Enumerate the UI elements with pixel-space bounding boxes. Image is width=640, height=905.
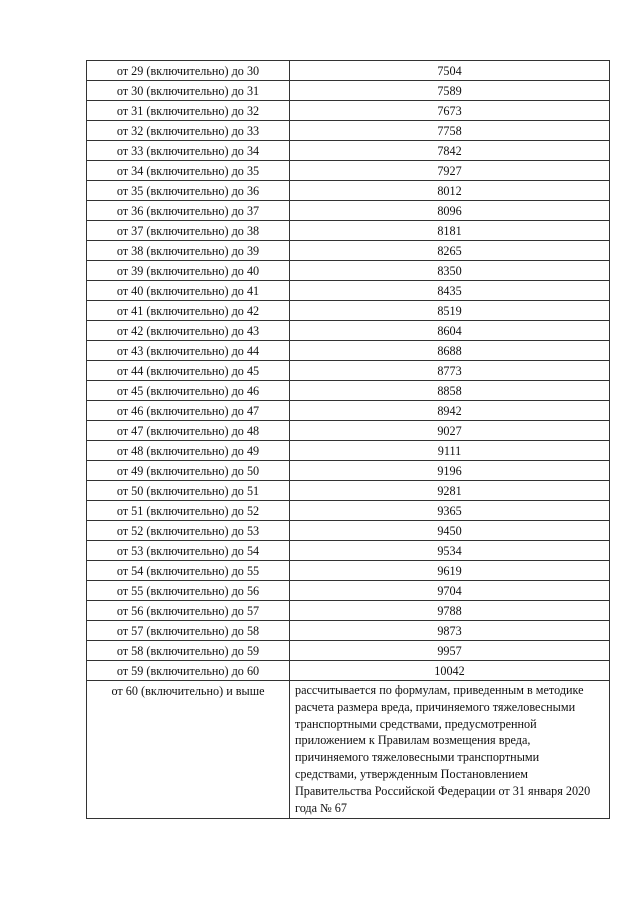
range-cell: от 44 (включительно) до 45: [87, 361, 290, 381]
rates-table-body: [87, 61, 610, 819]
range-cell: от 31 (включительно) до 32: [87, 101, 290, 121]
value-cell: 9196: [290, 461, 610, 481]
range-cell: от 53 (включительно) до 54: [87, 541, 290, 561]
range-cell: от 51 (включительно) до 52: [87, 501, 290, 521]
value-cell: 9365: [290, 501, 610, 521]
table-row: [87, 301, 610, 321]
range-cell: от 29 (включительно) до 30: [87, 61, 290, 81]
rates-table: [86, 60, 610, 819]
table-row: [87, 461, 610, 481]
table-row-last: [87, 681, 610, 819]
table-row: [87, 341, 610, 361]
note-cell: рассчитывается по формулам, приведенным в методике расчета размера вреда, причиняемого тяжеловесными транспортными средствами, предусмотренной приложением к Правилам возмещения вреда, причиняемого тяжеловесными транспортными средствами, утвержденным Постановлением Правительства Российской Федерации от 31 января 2020 года № 67: [290, 681, 610, 819]
table-row: [87, 601, 610, 621]
table-row: [87, 381, 610, 401]
table-row: [87, 101, 610, 121]
range-cell: от 55 (включительно) до 56: [87, 581, 290, 601]
table-row: [87, 81, 610, 101]
table-row: [87, 481, 610, 501]
table-row: [87, 641, 610, 661]
table-row: [87, 201, 610, 221]
value-cell: 8181: [290, 221, 610, 241]
table-row: [87, 321, 610, 341]
table-row: [87, 61, 610, 81]
value-cell: 8012: [290, 181, 610, 201]
value-cell: 10042: [290, 661, 610, 681]
table-row: [87, 541, 610, 561]
table-row: [87, 401, 610, 421]
range-cell: от 43 (включительно) до 44: [87, 341, 290, 361]
table-row: [87, 181, 610, 201]
value-cell: 8519: [290, 301, 610, 321]
value-cell: 8435: [290, 281, 610, 301]
value-cell: 9704: [290, 581, 610, 601]
value-cell: 7673: [290, 101, 610, 121]
range-cell: от 40 (включительно) до 41: [87, 281, 290, 301]
range-cell: от 49 (включительно) до 50: [87, 461, 290, 481]
value-cell: 9788: [290, 601, 610, 621]
range-cell: от 35 (включительно) до 36: [87, 181, 290, 201]
range-cell: от 34 (включительно) до 35: [87, 161, 290, 181]
value-cell: 8604: [290, 321, 610, 341]
range-cell: от 33 (включительно) до 34: [87, 141, 290, 161]
range-cell: от 46 (включительно) до 47: [87, 401, 290, 421]
value-cell: 9281: [290, 481, 610, 501]
range-cell: от 59 (включительно) до 60: [87, 661, 290, 681]
value-cell: 8096: [290, 201, 610, 221]
value-cell: 8688: [290, 341, 610, 361]
table-row: [87, 501, 610, 521]
range-cell: от 30 (включительно) до 31: [87, 81, 290, 101]
value-cell: 7927: [290, 161, 610, 181]
table-row: [87, 121, 610, 141]
value-cell: 9957: [290, 641, 610, 661]
range-cell: от 41 (включительно) до 42: [87, 301, 290, 321]
table-row: [87, 621, 610, 641]
table-row: [87, 161, 610, 181]
range-cell: от 48 (включительно) до 49: [87, 441, 290, 461]
table-row: [87, 581, 610, 601]
value-cell: 7589: [290, 81, 610, 101]
table-row: [87, 521, 610, 541]
range-cell: от 52 (включительно) до 53: [87, 521, 290, 541]
value-cell: 7504: [290, 61, 610, 81]
table-row: [87, 261, 610, 281]
range-cell: от 32 (включительно) до 33: [87, 121, 290, 141]
value-cell: 9619: [290, 561, 610, 581]
range-cell: от 56 (включительно) до 57: [87, 601, 290, 621]
value-cell: 8265: [290, 241, 610, 261]
range-cell: от 45 (включительно) до 46: [87, 381, 290, 401]
range-cell: от 42 (включительно) до 43: [87, 321, 290, 341]
range-cell: от 36 (включительно) до 37: [87, 201, 290, 221]
table-row: [87, 281, 610, 301]
value-cell: 8942: [290, 401, 610, 421]
range-cell: от 58 (включительно) до 59: [87, 641, 290, 661]
range-cell: от 39 (включительно) до 40: [87, 261, 290, 281]
value-cell: 9873: [290, 621, 610, 641]
table-row: [87, 361, 610, 381]
value-cell: 8773: [290, 361, 610, 381]
value-cell: 8350: [290, 261, 610, 281]
value-cell: 9111: [290, 441, 610, 461]
table-row: [87, 221, 610, 241]
value-cell: 9534: [290, 541, 610, 561]
table-row: [87, 241, 610, 261]
range-cell: от 38 (включительно) до 39: [87, 241, 290, 261]
range-cell: от 50 (включительно) до 51: [87, 481, 290, 501]
range-cell: от 54 (включительно) до 55: [87, 561, 290, 581]
table-row: [87, 421, 610, 441]
value-cell: 7842: [290, 141, 610, 161]
value-cell: 8858: [290, 381, 610, 401]
table-row: [87, 661, 610, 681]
range-cell: от 47 (включительно) до 48: [87, 421, 290, 441]
range-cell: от 37 (включительно) до 38: [87, 221, 290, 241]
table-row: [87, 141, 610, 161]
table-row: [87, 561, 610, 581]
value-cell: 9450: [290, 521, 610, 541]
value-cell: 9027: [290, 421, 610, 441]
range-cell: от 60 (включительно) и выше: [87, 681, 290, 819]
range-cell: от 57 (включительно) до 58: [87, 621, 290, 641]
value-cell: 7758: [290, 121, 610, 141]
table-row: [87, 441, 610, 461]
